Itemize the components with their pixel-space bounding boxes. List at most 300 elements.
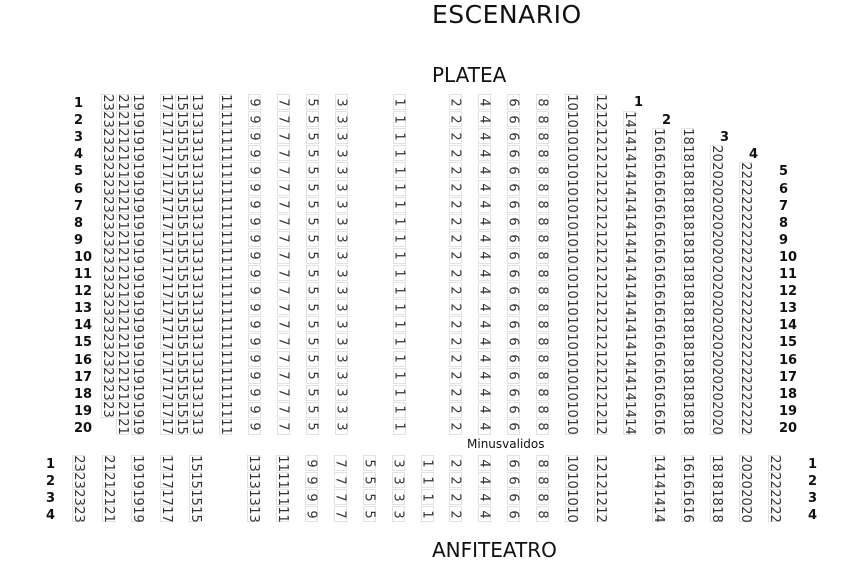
seat-anfiteatro-r3-s21[interactable] [102,489,115,505]
seat-platea-r13-s2[interactable] [449,299,462,315]
seat-platea-r17-s17[interactable] [160,368,173,384]
seat-platea-r16-s20[interactable] [710,351,723,367]
seat-platea-r15-s5[interactable] [306,333,319,349]
seat-platea-r14-s15[interactable] [175,316,188,332]
seat-platea-r1-s10[interactable] [565,94,578,110]
seat-platea-r17-s19[interactable] [131,368,144,384]
seat-anfiteatro-r3-s7[interactable] [334,489,347,505]
seat-anfiteatro-r4-s17[interactable] [160,506,173,522]
seat-platea-r4-s11[interactable] [219,145,232,161]
seat-platea-r20-s19[interactable] [131,419,144,435]
seat-platea-r4-s8[interactable] [536,145,549,161]
seat-platea-r18-s8[interactable] [536,385,549,401]
seat-platea-r3-s6[interactable] [507,128,520,144]
seat-platea-r2-s4[interactable] [478,111,491,127]
seat-platea-r14-s20[interactable] [710,316,723,332]
seat-platea-r17-s4[interactable] [478,368,491,384]
seat-platea-r6-s15[interactable] [175,180,188,196]
seat-anfiteatro-r4-s3[interactable] [392,506,405,522]
seat-platea-r20-s9[interactable] [248,419,261,435]
seat-anfiteatro-r3-s3[interactable] [392,489,405,505]
seat-platea-r10-s16[interactable] [652,248,665,264]
seat-platea-r11-s11[interactable] [219,265,232,281]
seat-platea-r16-s18[interactable] [681,351,694,367]
seat-platea-r1-s1[interactable] [393,94,406,110]
seat-platea-r5-s10[interactable] [565,162,578,178]
seat-anfiteatro-r1-s22[interactable] [768,455,781,471]
seat-anfiteatro-r1-s20[interactable] [739,455,752,471]
seat-platea-r8-s8[interactable] [536,214,549,230]
seat-anfiteatro-r1-s23[interactable] [72,455,85,471]
seat-anfiteatro-r4-s15[interactable] [189,506,202,522]
seat-platea-r9-s9[interactable] [248,231,261,247]
seat-anfiteatro-r1-s15[interactable] [189,455,202,471]
seat-anfiteatro-r1-s3[interactable] [392,455,405,471]
seat-platea-r8-s12[interactable] [594,214,607,230]
seat-platea-r17-s12[interactable] [594,368,607,384]
seat-anfiteatro-r2-s9[interactable] [305,472,318,488]
seat-platea-r11-s6[interactable] [507,265,520,281]
seat-platea-r19-s22[interactable] [739,402,752,418]
seat-platea-r9-s22[interactable] [739,231,752,247]
seat-platea-r1-s2[interactable] [449,94,462,110]
seat-platea-r20-s12[interactable] [594,419,607,435]
seat-platea-r7-s17[interactable] [160,197,173,213]
seat-anfiteatro-r2-s16[interactable] [681,472,694,488]
seat-platea-r15-s14[interactable] [623,333,636,349]
seat-platea-r13-s16[interactable] [652,299,665,315]
seat-platea-r11-s21[interactable] [116,265,129,281]
seat-anfiteatro-r2-s20[interactable] [739,472,752,488]
seat-platea-r16-s9[interactable] [248,351,261,367]
seat-platea-r20-s4[interactable] [478,419,491,435]
seat-platea-r20-s18[interactable] [681,419,694,435]
seat-anfiteatro-r4-s16[interactable] [681,506,694,522]
seat-anfiteatro-r4-s5[interactable] [363,506,376,522]
seat-platea-r8-s9[interactable] [248,214,261,230]
seat-platea-r6-s5[interactable] [306,180,319,196]
seat-anfiteatro-r4-s1[interactable] [421,506,434,522]
seat-platea-r3-s14[interactable] [623,128,636,144]
seat-platea-r18-s14[interactable] [623,385,636,401]
seat-platea-r7-s20[interactable] [710,197,723,213]
seat-platea-r8-s13[interactable] [190,214,203,230]
seat-platea-r14-s4[interactable] [478,316,491,332]
seat-platea-r20-s3[interactable] [335,419,348,435]
seat-platea-r9-s18[interactable] [681,231,694,247]
seat-platea-r2-s10[interactable] [565,111,578,127]
seat-platea-r20-s11[interactable] [219,419,232,435]
seat-anfiteatro-r1-s21[interactable] [102,455,115,471]
seat-platea-r9-s2[interactable] [449,231,462,247]
seat-platea-r7-s16[interactable] [652,197,665,213]
seat-platea-r19-s15[interactable] [175,402,188,418]
seat-platea-r11-s3[interactable] [335,265,348,281]
seat-platea-r14-s1[interactable] [393,316,406,332]
seat-platea-r7-s10[interactable] [565,197,578,213]
seat-platea-r1-s15[interactable] [175,94,188,110]
seat-platea-r16-s12[interactable] [594,351,607,367]
seat-platea-r16-s8[interactable] [536,351,549,367]
seat-anfiteatro-r2-s19[interactable] [131,472,144,488]
seat-platea-r19-s17[interactable] [160,402,173,418]
seat-anfiteatro-r4-s9[interactable] [305,506,318,522]
seat-platea-r6-s12[interactable] [594,180,607,196]
seat-anfiteatro-r1-s14[interactable] [652,455,665,471]
seat-platea-r13-s9[interactable] [248,299,261,315]
seat-platea-r10-s2[interactable] [449,248,462,264]
seat-platea-r19-s14[interactable] [623,402,636,418]
seat-platea-r7-s19[interactable] [131,197,144,213]
seat-platea-r9-s13[interactable] [190,231,203,247]
seat-platea-r9-s7[interactable] [277,231,290,247]
seat-platea-r13-s5[interactable] [306,299,319,315]
seat-platea-r3-s13[interactable] [190,128,203,144]
seat-anfiteatro-r4-s2[interactable] [449,506,462,522]
seat-platea-r8-s11[interactable] [219,214,232,230]
seat-platea-r1-s8[interactable] [536,94,549,110]
seat-anfiteatro-r2-s1[interactable] [421,472,434,488]
seat-anfiteatro-r1-s1[interactable] [421,455,434,471]
seat-platea-r20-s14[interactable] [623,419,636,435]
seat-platea-r7-s23[interactable] [101,197,114,213]
seat-platea-r5-s7[interactable] [277,162,290,178]
seat-platea-r13-s17[interactable] [160,299,173,315]
seat-anfiteatro-r2-s17[interactable] [160,472,173,488]
seat-platea-r12-s10[interactable] [565,282,578,298]
seat-platea-r17-s10[interactable] [565,368,578,384]
seat-platea-r1-s3[interactable] [335,94,348,110]
seat-anfiteatro-r4-s8[interactable] [536,506,549,522]
seat-platea-r9-s23[interactable] [101,231,114,247]
seat-platea-r5-s9[interactable] [248,162,261,178]
seat-platea-r9-s16[interactable] [652,231,665,247]
seat-anfiteatro-r1-s4[interactable] [478,455,491,471]
seat-platea-r13-s18[interactable] [681,299,694,315]
seat-platea-r15-s11[interactable] [219,333,232,349]
seat-platea-r18-s20[interactable] [710,385,723,401]
seat-platea-r2-s6[interactable] [507,111,520,127]
seat-platea-r4-s12[interactable] [594,145,607,161]
seat-platea-r7-s12[interactable] [594,197,607,213]
seat-platea-r16-s11[interactable] [219,351,232,367]
seat-platea-r14-s9[interactable] [248,316,261,332]
seat-platea-r7-s11[interactable] [219,197,232,213]
seat-platea-r15-s19[interactable] [131,333,144,349]
seat-platea-r19-s10[interactable] [565,402,578,418]
seat-platea-r14-s23[interactable] [101,316,114,332]
seat-platea-r17-s21[interactable] [116,368,129,384]
seat-platea-r9-s12[interactable] [594,231,607,247]
seat-platea-r5-s4[interactable] [478,162,491,178]
seat-platea-r6-s22[interactable] [739,180,752,196]
seat-platea-r8-s21[interactable] [116,214,129,230]
seat-platea-r12-s16[interactable] [652,282,665,298]
seat-platea-r14-s22[interactable] [739,316,752,332]
seat-platea-r15-s23[interactable] [101,333,114,349]
seat-platea-r9-s15[interactable] [175,231,188,247]
seat-platea-r18-s19[interactable] [131,385,144,401]
seat-anfiteatro-r4-s19[interactable] [131,506,144,522]
seat-platea-r8-s1[interactable] [393,214,406,230]
seat-platea-r14-s18[interactable] [681,316,694,332]
seat-platea-r7-s2[interactable] [449,197,462,213]
seat-platea-r12-s6[interactable] [507,282,520,298]
seat-platea-r16-s1[interactable] [393,351,406,367]
seat-platea-r1-s21[interactable] [116,94,129,110]
seat-platea-r7-s5[interactable] [306,197,319,213]
seat-platea-r10-s21[interactable] [116,248,129,264]
seat-platea-r5-s15[interactable] [175,162,188,178]
seat-platea-r16-s2[interactable] [449,351,462,367]
seat-platea-r17-s20[interactable] [710,368,723,384]
seat-platea-r6-s11[interactable] [219,180,232,196]
seat-platea-r10-s19[interactable] [131,248,144,264]
seat-anfiteatro-r3-s16[interactable] [681,489,694,505]
seat-anfiteatro-r3-s5[interactable] [363,489,376,505]
seat-platea-r17-s9[interactable] [248,368,261,384]
seat-platea-r9-s19[interactable] [131,231,144,247]
seat-anfiteatro-r3-s9[interactable] [305,489,318,505]
seat-platea-r17-s11[interactable] [219,368,232,384]
seat-platea-r5-s19[interactable] [131,162,144,178]
seat-platea-r16-s7[interactable] [277,351,290,367]
seat-anfiteatro-r2-s2[interactable] [449,472,462,488]
seat-platea-r18-s17[interactable] [160,385,173,401]
seat-platea-r12-s3[interactable] [335,282,348,298]
seat-platea-r20-s8[interactable] [536,419,549,435]
seat-platea-r8-s2[interactable] [449,214,462,230]
seat-anfiteatro-r4-s4[interactable] [478,506,491,522]
seat-platea-r14-s13[interactable] [190,316,203,332]
seat-platea-r10-s8[interactable] [536,248,549,264]
seat-platea-r18-s2[interactable] [449,385,462,401]
seat-platea-r3-s19[interactable] [131,128,144,144]
seat-platea-r10-s1[interactable] [393,248,406,264]
seat-platea-r3-s18[interactable] [681,128,694,144]
seat-platea-r5-s5[interactable] [306,162,319,178]
seat-platea-r19-s21[interactable] [116,402,129,418]
seat-platea-r15-s1[interactable] [393,333,406,349]
seat-platea-r11-s12[interactable] [594,265,607,281]
seat-platea-r10-s18[interactable] [681,248,694,264]
seat-anfiteatro-r1-s7[interactable] [334,455,347,471]
seat-platea-r20-s5[interactable] [306,419,319,435]
seat-platea-r3-s4[interactable] [478,128,491,144]
seat-platea-r19-s2[interactable] [449,402,462,418]
seat-platea-r16-s4[interactable] [478,351,491,367]
seat-platea-r10-s12[interactable] [594,248,607,264]
seat-platea-r16-s6[interactable] [507,351,520,367]
seat-platea-r17-s16[interactable] [652,368,665,384]
seat-platea-r13-s15[interactable] [175,299,188,315]
seat-platea-r17-s22[interactable] [739,368,752,384]
seat-platea-r3-s3[interactable] [335,128,348,144]
seat-platea-r4-s20[interactable] [710,145,723,161]
seat-platea-r11-s23[interactable] [101,265,114,281]
seat-platea-r19-s8[interactable] [536,402,549,418]
seat-platea-r7-s3[interactable] [335,197,348,213]
seat-platea-r11-s22[interactable] [739,265,752,281]
seat-platea-r2-s11[interactable] [219,111,232,127]
seat-platea-r10-s5[interactable] [306,248,319,264]
seat-platea-r6-s6[interactable] [507,180,520,196]
seat-anfiteatro-r3-s4[interactable] [478,489,491,505]
seat-platea-r8-s10[interactable] [565,214,578,230]
seat-platea-r18-s23[interactable] [101,385,114,401]
seat-platea-r6-s21[interactable] [116,180,129,196]
seat-platea-r11-s4[interactable] [478,265,491,281]
seat-platea-r14-s21[interactable] [116,316,129,332]
seat-platea-r20-s10[interactable] [565,419,578,435]
seat-platea-r18-s15[interactable] [175,385,188,401]
seat-platea-r12-s15[interactable] [175,282,188,298]
seat-platea-r2-s7[interactable] [277,111,290,127]
seat-platea-r10-s10[interactable] [565,248,578,264]
seat-platea-r5-s16[interactable] [652,162,665,178]
seat-anfiteatro-r4-s23[interactable] [72,506,85,522]
seat-anfiteatro-r4-s7[interactable] [334,506,347,522]
seat-platea-r9-s3[interactable] [335,231,348,247]
seat-platea-r20-s15[interactable] [175,419,188,435]
seat-platea-r18-s9[interactable] [248,385,261,401]
seat-platea-r14-s10[interactable] [565,316,578,332]
seat-platea-r2-s17[interactable] [160,111,173,127]
seat-platea-r6-s4[interactable] [478,180,491,196]
seat-platea-r19-s18[interactable] [681,402,694,418]
seat-platea-r16-s19[interactable] [131,351,144,367]
seat-anfiteatro-r1-s9[interactable] [305,455,318,471]
seat-anfiteatro-r1-s10[interactable] [565,455,578,471]
seat-platea-r10-s7[interactable] [277,248,290,264]
seat-platea-r11-s5[interactable] [306,265,319,281]
seat-platea-r4-s1[interactable] [393,145,406,161]
seat-platea-r18-s5[interactable] [306,385,319,401]
seat-platea-r18-s4[interactable] [478,385,491,401]
seat-platea-r5-s6[interactable] [507,162,520,178]
seat-platea-r12-s17[interactable] [160,282,173,298]
seat-platea-r2-s2[interactable] [449,111,462,127]
seat-platea-r20-s1[interactable] [393,419,406,435]
seat-platea-r16-s3[interactable] [335,351,348,367]
seat-platea-r10-s22[interactable] [739,248,752,264]
seat-anfiteatro-r3-s1[interactable] [421,489,434,505]
seat-platea-r15-s20[interactable] [710,333,723,349]
seat-platea-r8-s6[interactable] [507,214,520,230]
seat-anfiteatro-r1-s6[interactable] [507,455,520,471]
seat-platea-r12-s14[interactable] [623,282,636,298]
seat-platea-r10-s6[interactable] [507,248,520,264]
seat-platea-r18-s13[interactable] [190,385,203,401]
seat-platea-r19-s5[interactable] [306,402,319,418]
seat-platea-r11-s9[interactable] [248,265,261,281]
seat-platea-r8-s16[interactable] [652,214,665,230]
seat-anfiteatro-r4-s21[interactable] [102,506,115,522]
seat-platea-r5-s8[interactable] [536,162,549,178]
seat-platea-r4-s9[interactable] [248,145,261,161]
seat-platea-r2-s21[interactable] [116,111,129,127]
seat-platea-r1-s9[interactable] [248,94,261,110]
seat-platea-r1-s23[interactable] [101,94,114,110]
seat-platea-r5-s17[interactable] [160,162,173,178]
seat-platea-r7-s6[interactable] [507,197,520,213]
seat-platea-r12-s21[interactable] [116,282,129,298]
seat-anfiteatro-r3-s6[interactable] [507,489,520,505]
seat-anfiteatro-r1-s5[interactable] [363,455,376,471]
seat-anfiteatro-r2-s3[interactable] [392,472,405,488]
seat-platea-r14-s5[interactable] [306,316,319,332]
seat-anfiteatro-r2-s14[interactable] [652,472,665,488]
seat-platea-r7-s8[interactable] [536,197,549,213]
seat-platea-r9-s8[interactable] [536,231,549,247]
seat-anfiteatro-r2-s15[interactable] [189,472,202,488]
seat-platea-r5-s22[interactable] [739,162,752,178]
seat-platea-r15-s6[interactable] [507,333,520,349]
seat-platea-r18-s10[interactable] [565,385,578,401]
seat-platea-r14-s11[interactable] [219,316,232,332]
seat-platea-r18-s22[interactable] [739,385,752,401]
seat-platea-r4-s6[interactable] [507,145,520,161]
seat-anfiteatro-r4-s18[interactable] [710,506,723,522]
seat-platea-r15-s3[interactable] [335,333,348,349]
seat-anfiteatro-r4-s22[interactable] [768,506,781,522]
seat-platea-r5-s2[interactable] [449,162,462,178]
seat-platea-r2-s1[interactable] [393,111,406,127]
seat-platea-r4-s14[interactable] [623,145,636,161]
seat-platea-r19-s20[interactable] [710,402,723,418]
seat-platea-r14-s2[interactable] [449,316,462,332]
seat-platea-r17-s14[interactable] [623,368,636,384]
seat-platea-r19-s23[interactable] [101,402,114,418]
seat-platea-r13-s22[interactable] [739,299,752,315]
seat-platea-r6-s14[interactable] [623,180,636,196]
seat-anfiteatro-r1-s13[interactable] [247,455,260,471]
seat-platea-r2-s14[interactable] [623,111,636,127]
seat-platea-r20-s2[interactable] [449,419,462,435]
seat-platea-r15-s16[interactable] [652,333,665,349]
seat-platea-r17-s5[interactable] [306,368,319,384]
seat-anfiteatro-r4-s14[interactable] [652,506,665,522]
seat-platea-r8-s5[interactable] [306,214,319,230]
seat-platea-r7-s18[interactable] [681,197,694,213]
seat-platea-r15-s21[interactable] [116,333,129,349]
seat-anfiteatro-r3-s2[interactable] [449,489,462,505]
seat-platea-r8-s19[interactable] [131,214,144,230]
seat-platea-r10-s9[interactable] [248,248,261,264]
seat-platea-r16-s21[interactable] [116,351,129,367]
seat-platea-r11-s14[interactable] [623,265,636,281]
seat-anfiteatro-r4-s12[interactable] [594,506,607,522]
seat-platea-r3-s8[interactable] [536,128,549,144]
seat-platea-r5-s18[interactable] [681,162,694,178]
seat-platea-r3-s16[interactable] [652,128,665,144]
seat-platea-r20-s7[interactable] [277,419,290,435]
seat-anfiteatro-r3-s8[interactable] [536,489,549,505]
seat-platea-r8-s7[interactable] [277,214,290,230]
seat-platea-r20-s6[interactable] [507,419,520,435]
seat-anfiteatro-r4-s11[interactable] [276,506,289,522]
seat-platea-r18-s16[interactable] [652,385,665,401]
seat-platea-r2-s15[interactable] [175,111,188,127]
seat-platea-r12-s20[interactable] [710,282,723,298]
seat-platea-r2-s9[interactable] [248,111,261,127]
seat-platea-r5-s23[interactable] [101,162,114,178]
seat-platea-r10-s4[interactable] [478,248,491,264]
seat-anfiteatro-r2-s23[interactable] [72,472,85,488]
seat-platea-r8-s23[interactable] [101,214,114,230]
seat-platea-r3-s15[interactable] [175,128,188,144]
seat-platea-r13-s8[interactable] [536,299,549,315]
